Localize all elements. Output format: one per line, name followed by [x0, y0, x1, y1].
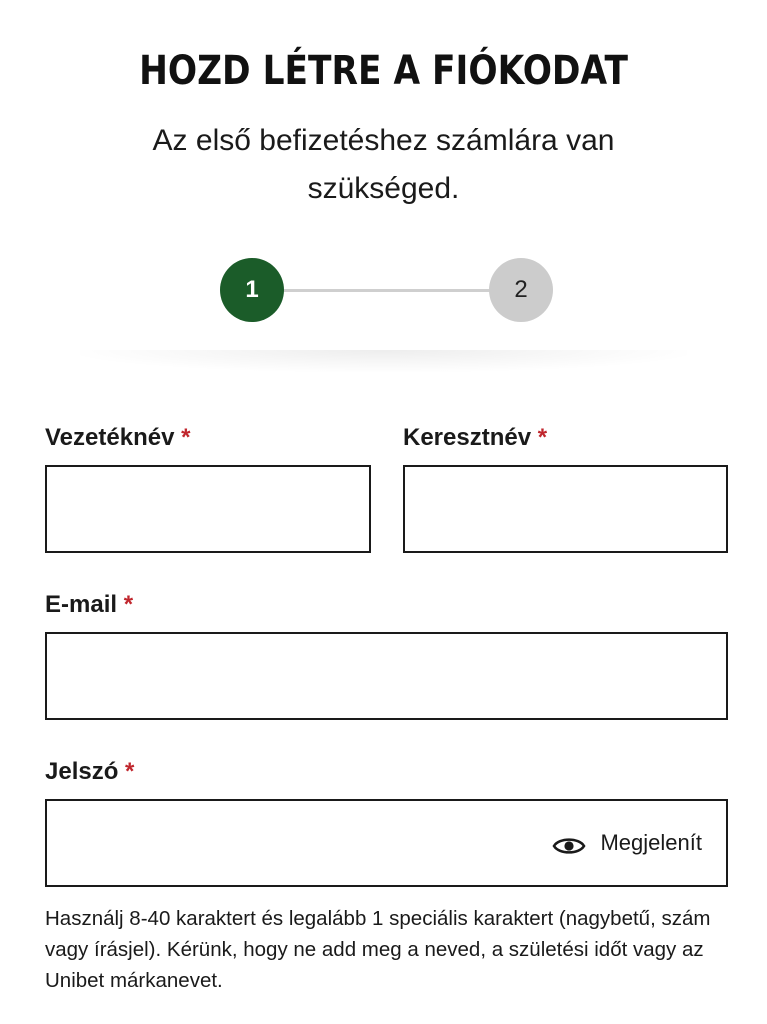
show-password-label: Megjelenít [600, 830, 702, 855]
step-2-indicator [489, 258, 553, 322]
email-field[interactable] [45, 632, 728, 720]
last-name-field[interactable] [45, 465, 371, 553]
email-input[interactable] [47, 634, 726, 718]
step-2-number: 2 [514, 276, 528, 303]
progress-stepper [220, 258, 553, 322]
last-name-label-text: Vezetéknév [45, 424, 175, 451]
password-field[interactable] [45, 799, 728, 887]
email-label-text: E-mail [45, 591, 118, 618]
first-name-field[interactable] [403, 465, 728, 553]
required-marker: * [125, 758, 135, 785]
required-marker: * [537, 424, 548, 451]
page-subtitle: Az első befizetéshez számlára van szükséged. [152, 124, 615, 205]
last-name-label [45, 424, 190, 452]
step-1-number: 1 [245, 276, 259, 303]
first-name-label [403, 424, 547, 452]
required-marker: * [123, 591, 134, 618]
password-hint: Használj 8-40 karaktert és legalább 1 speciális karaktert (nagybetű, szám vagy írásjel). Kérünk, hogy ne add meg a neved, a születési időt vagy az Unibet márkanevet. [45, 907, 711, 992]
page-title: HOZD LÉTRE A FIÓKODAT [139, 48, 628, 94]
stepper-connector-line [282, 289, 491, 292]
section-shadow-divider [80, 350, 687, 372]
required-marker: * [181, 424, 191, 451]
email-label [45, 591, 133, 619]
first-name-label-text: Keresztnév [403, 424, 532, 451]
last-name-input[interactable] [47, 467, 369, 551]
password-label-text: Jelszó [45, 758, 119, 785]
eye-icon [552, 834, 586, 858]
first-name-input[interactable] [405, 467, 726, 551]
password-label [45, 758, 134, 786]
step-1-indicator [220, 258, 284, 322]
show-password-toggle[interactable] [552, 801, 702, 885]
